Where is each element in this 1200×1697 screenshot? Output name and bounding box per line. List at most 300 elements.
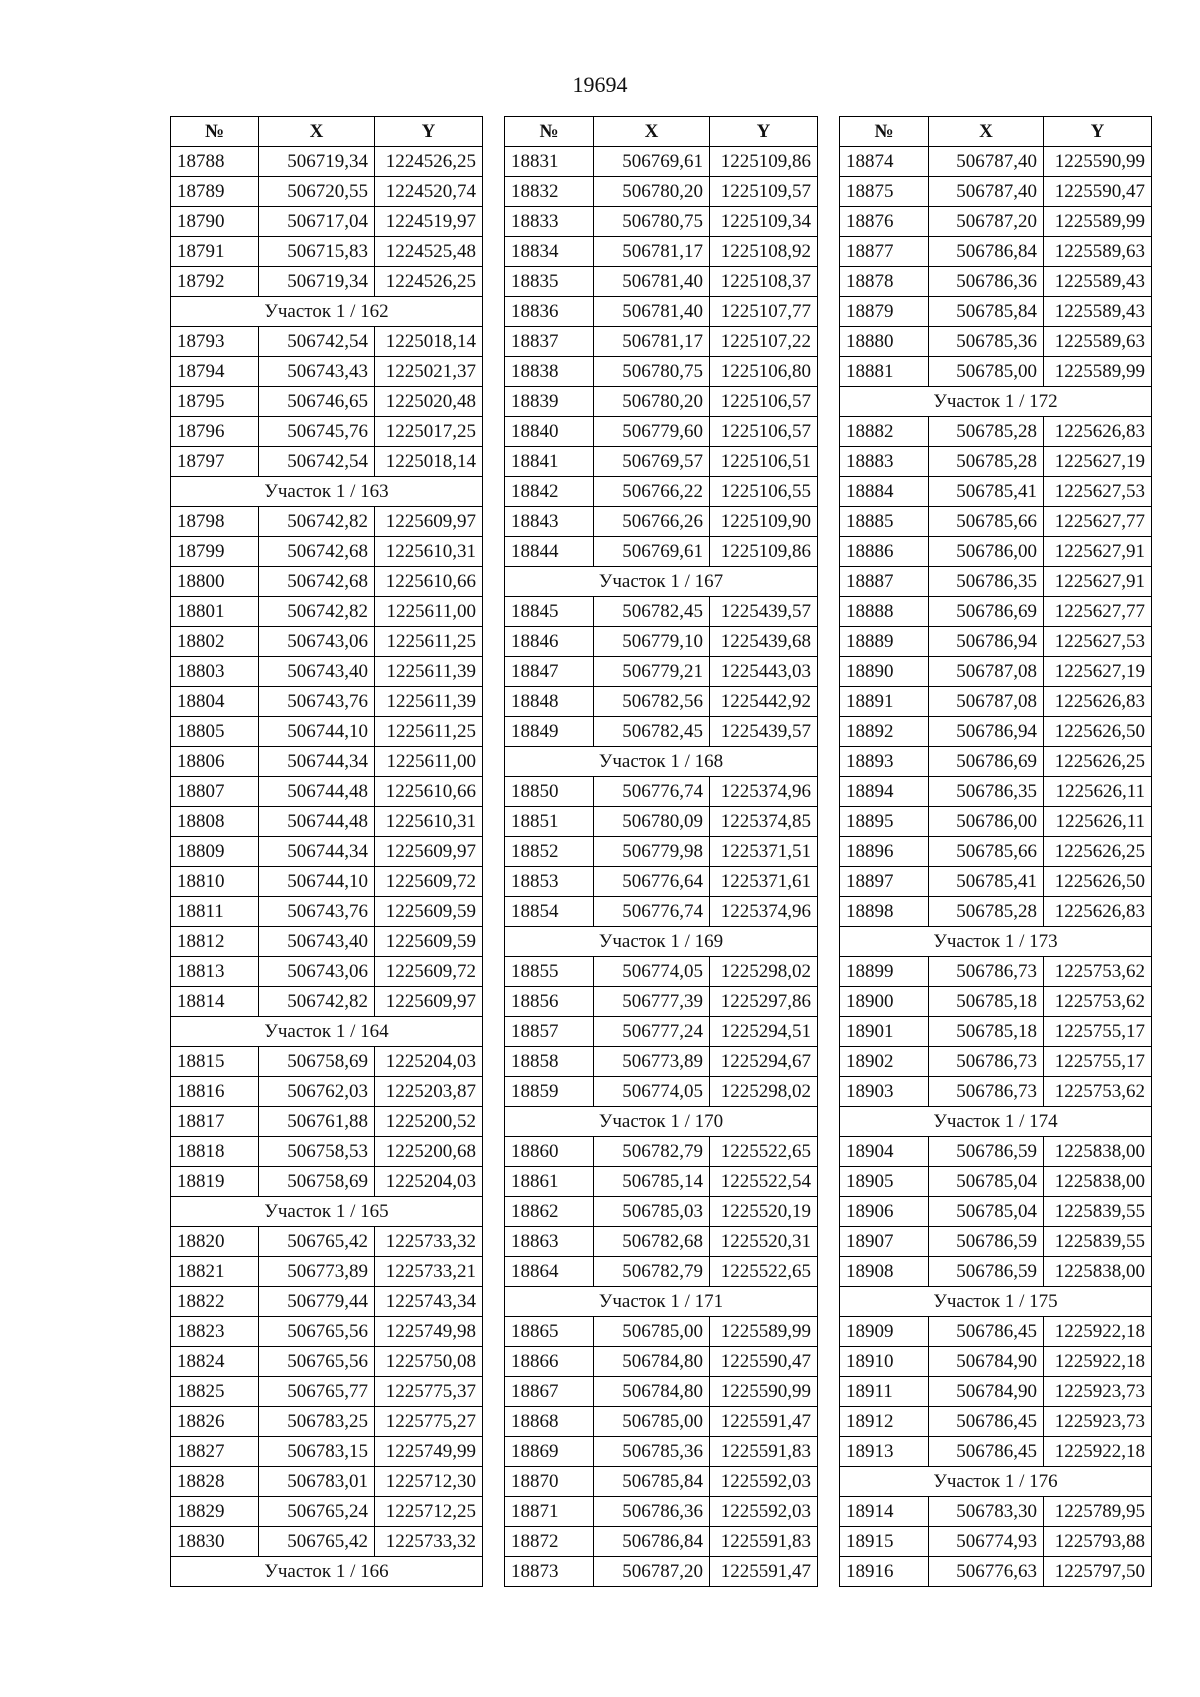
x-coordinate: 506785,18 bbox=[929, 1017, 1044, 1047]
table-row bbox=[505, 1407, 818, 1437]
section-label: Участок 1 / 172 bbox=[840, 387, 1152, 417]
y-coordinate: 1225108,37 bbox=[710, 267, 818, 297]
table-row bbox=[505, 387, 818, 417]
y-coordinate: 1225626,25 bbox=[1044, 837, 1152, 867]
x-coordinate: 506719,34 bbox=[259, 147, 375, 177]
point-number: 18905 bbox=[840, 1167, 929, 1197]
table-row bbox=[505, 807, 818, 837]
x-coordinate: 506743,43 bbox=[259, 357, 375, 387]
x-coordinate: 506779,21 bbox=[594, 657, 710, 687]
point-number: 18819 bbox=[171, 1167, 259, 1197]
y-coordinate: 1225627,91 bbox=[1044, 537, 1152, 567]
y-coordinate: 1225610,31 bbox=[375, 537, 483, 567]
point-number: 18791 bbox=[171, 237, 259, 267]
table-row bbox=[171, 1497, 483, 1527]
y-coordinate: 1225611,00 bbox=[375, 747, 483, 777]
coordinate-table bbox=[170, 116, 483, 1587]
table-row bbox=[840, 507, 1152, 537]
section-row bbox=[840, 927, 1152, 957]
x-coordinate: 506787,40 bbox=[929, 177, 1044, 207]
section-label: Участок 1 / 162 bbox=[171, 297, 483, 327]
point-number: 18874 bbox=[840, 147, 929, 177]
x-coordinate: 506744,10 bbox=[259, 717, 375, 747]
section-row bbox=[171, 1197, 483, 1227]
point-number: 18880 bbox=[840, 327, 929, 357]
point-number: 18795 bbox=[171, 387, 259, 417]
point-number: 18841 bbox=[505, 447, 594, 477]
table-row bbox=[171, 1257, 483, 1287]
table-row bbox=[840, 867, 1152, 897]
table-row bbox=[505, 1527, 818, 1557]
point-number: 18871 bbox=[505, 1497, 594, 1527]
point-number: 18878 bbox=[840, 267, 929, 297]
x-coordinate: 506781,17 bbox=[594, 327, 710, 357]
table-row bbox=[840, 477, 1152, 507]
section-row bbox=[840, 1107, 1152, 1137]
point-number: 18821 bbox=[171, 1257, 259, 1287]
point-number: 18827 bbox=[171, 1437, 259, 1467]
y-coordinate: 1225591,83 bbox=[710, 1527, 818, 1557]
point-number: 18789 bbox=[171, 177, 259, 207]
table-row bbox=[171, 597, 483, 627]
section-row bbox=[840, 387, 1152, 417]
table-row bbox=[840, 1017, 1152, 1047]
table-row bbox=[505, 867, 818, 897]
table-row bbox=[505, 627, 818, 657]
x-coordinate: 506785,28 bbox=[929, 417, 1044, 447]
x-coordinate: 506786,73 bbox=[929, 1047, 1044, 1077]
y-coordinate: 1225922,18 bbox=[1044, 1347, 1152, 1377]
table-row bbox=[505, 177, 818, 207]
x-coordinate: 506787,08 bbox=[929, 687, 1044, 717]
y-coordinate: 1225109,90 bbox=[710, 507, 818, 537]
table-row bbox=[171, 447, 483, 477]
table-row bbox=[171, 1407, 483, 1437]
table-row bbox=[505, 597, 818, 627]
table-row bbox=[840, 1167, 1152, 1197]
y-coordinate: 1225712,25 bbox=[375, 1497, 483, 1527]
x-coordinate: 506785,84 bbox=[594, 1467, 710, 1497]
x-coordinate: 506786,36 bbox=[594, 1497, 710, 1527]
x-coordinate: 506781,17 bbox=[594, 237, 710, 267]
table-row bbox=[171, 237, 483, 267]
point-number: 18847 bbox=[505, 657, 594, 687]
y-coordinate: 1225107,77 bbox=[710, 297, 818, 327]
y-coordinate: 1225789,95 bbox=[1044, 1497, 1152, 1527]
y-coordinate: 1225592,03 bbox=[710, 1497, 818, 1527]
table-row bbox=[171, 957, 483, 987]
x-coordinate: 506743,40 bbox=[259, 657, 375, 687]
table-row bbox=[171, 177, 483, 207]
y-coordinate: 1225626,25 bbox=[1044, 747, 1152, 777]
point-number: 18881 bbox=[840, 357, 929, 387]
point-number: 18849 bbox=[505, 717, 594, 747]
point-number: 18901 bbox=[840, 1017, 929, 1047]
x-coordinate: 506745,76 bbox=[259, 417, 375, 447]
y-coordinate: 1224519,97 bbox=[375, 207, 483, 237]
x-coordinate: 506776,74 bbox=[594, 897, 710, 927]
y-coordinate: 1225109,86 bbox=[710, 147, 818, 177]
x-coordinate: 506742,82 bbox=[259, 507, 375, 537]
header-number: № bbox=[171, 117, 259, 147]
y-coordinate: 1225106,57 bbox=[710, 417, 818, 447]
table-row bbox=[505, 447, 818, 477]
y-coordinate: 1225753,62 bbox=[1044, 987, 1152, 1017]
point-number: 18872 bbox=[505, 1527, 594, 1557]
table-row bbox=[505, 1197, 818, 1227]
x-coordinate: 506785,04 bbox=[929, 1167, 1044, 1197]
x-coordinate: 506784,80 bbox=[594, 1347, 710, 1377]
point-number: 18793 bbox=[171, 327, 259, 357]
point-number: 18813 bbox=[171, 957, 259, 987]
table-row bbox=[171, 867, 483, 897]
table-row bbox=[505, 957, 818, 987]
point-number: 18844 bbox=[505, 537, 594, 567]
point-number: 18882 bbox=[840, 417, 929, 447]
point-number: 18868 bbox=[505, 1407, 594, 1437]
point-number: 18865 bbox=[505, 1317, 594, 1347]
x-coordinate: 506785,18 bbox=[929, 987, 1044, 1017]
point-number: 18850 bbox=[505, 777, 594, 807]
y-coordinate: 1225750,08 bbox=[375, 1347, 483, 1377]
x-coordinate: 506782,79 bbox=[594, 1137, 710, 1167]
y-coordinate: 1225442,92 bbox=[710, 687, 818, 717]
y-coordinate: 1225520,19 bbox=[710, 1197, 818, 1227]
table-row bbox=[171, 807, 483, 837]
x-coordinate: 506779,98 bbox=[594, 837, 710, 867]
x-coordinate: 506786,59 bbox=[929, 1227, 1044, 1257]
x-coordinate: 506742,82 bbox=[259, 597, 375, 627]
section-row bbox=[505, 1107, 818, 1137]
x-coordinate: 506742,54 bbox=[259, 327, 375, 357]
y-coordinate: 1225522,65 bbox=[710, 1137, 818, 1167]
y-coordinate: 1225203,87 bbox=[375, 1077, 483, 1107]
header-y: Y bbox=[710, 117, 818, 147]
y-coordinate: 1225106,55 bbox=[710, 477, 818, 507]
y-coordinate: 1225018,14 bbox=[375, 447, 483, 477]
y-coordinate: 1225200,68 bbox=[375, 1137, 483, 1167]
point-number: 18893 bbox=[840, 747, 929, 777]
section-row bbox=[171, 1017, 483, 1047]
x-coordinate: 506743,06 bbox=[259, 627, 375, 657]
x-coordinate: 506782,79 bbox=[594, 1257, 710, 1287]
table-row bbox=[505, 1467, 818, 1497]
point-number: 18794 bbox=[171, 357, 259, 387]
y-coordinate: 1225017,25 bbox=[375, 417, 483, 447]
x-coordinate: 506762,03 bbox=[259, 1077, 375, 1107]
point-number: 18909 bbox=[840, 1317, 929, 1347]
y-coordinate: 1225590,47 bbox=[1044, 177, 1152, 207]
point-number: 18877 bbox=[840, 237, 929, 267]
table-row bbox=[505, 477, 818, 507]
x-coordinate: 506779,44 bbox=[259, 1287, 375, 1317]
header-x: X bbox=[594, 117, 710, 147]
table-row bbox=[505, 1377, 818, 1407]
x-coordinate: 506785,84 bbox=[929, 297, 1044, 327]
table-row bbox=[505, 537, 818, 567]
x-coordinate: 506742,54 bbox=[259, 447, 375, 477]
table-row bbox=[840, 687, 1152, 717]
x-coordinate: 506765,24 bbox=[259, 1497, 375, 1527]
point-number: 18904 bbox=[840, 1137, 929, 1167]
x-coordinate: 506780,75 bbox=[594, 207, 710, 237]
point-number: 18826 bbox=[171, 1407, 259, 1437]
point-number: 18856 bbox=[505, 987, 594, 1017]
y-coordinate: 1225627,19 bbox=[1044, 447, 1152, 477]
point-number: 18811 bbox=[171, 897, 259, 927]
table-row bbox=[840, 657, 1152, 687]
y-coordinate: 1225106,80 bbox=[710, 357, 818, 387]
header-y: Y bbox=[1044, 117, 1152, 147]
x-coordinate: 506786,35 bbox=[929, 777, 1044, 807]
x-coordinate: 506785,28 bbox=[929, 897, 1044, 927]
point-number: 18829 bbox=[171, 1497, 259, 1527]
x-coordinate: 506780,09 bbox=[594, 807, 710, 837]
x-coordinate: 506766,22 bbox=[594, 477, 710, 507]
point-number: 18860 bbox=[505, 1137, 594, 1167]
y-coordinate: 1225204,03 bbox=[375, 1167, 483, 1197]
header-x: X bbox=[929, 117, 1044, 147]
table-row bbox=[171, 657, 483, 687]
table-row bbox=[840, 1437, 1152, 1467]
point-number: 18912 bbox=[840, 1407, 929, 1437]
table-row bbox=[171, 1227, 483, 1257]
table-row bbox=[171, 837, 483, 867]
y-coordinate: 1225020,48 bbox=[375, 387, 483, 417]
y-coordinate: 1225793,88 bbox=[1044, 1527, 1152, 1557]
section-row bbox=[505, 1287, 818, 1317]
table-row bbox=[840, 1347, 1152, 1377]
x-coordinate: 506744,48 bbox=[259, 777, 375, 807]
x-coordinate: 506782,68 bbox=[594, 1227, 710, 1257]
point-number: 18908 bbox=[840, 1257, 929, 1287]
y-coordinate: 1225610,31 bbox=[375, 807, 483, 837]
point-number: 18896 bbox=[840, 837, 929, 867]
table-row bbox=[505, 1077, 818, 1107]
point-number: 18889 bbox=[840, 627, 929, 657]
point-number: 18885 bbox=[840, 507, 929, 537]
x-coordinate: 506786,94 bbox=[929, 627, 1044, 657]
point-number: 18799 bbox=[171, 537, 259, 567]
point-number: 18875 bbox=[840, 177, 929, 207]
table-row bbox=[840, 1527, 1152, 1557]
x-coordinate: 506765,42 bbox=[259, 1527, 375, 1557]
y-coordinate: 1225733,32 bbox=[375, 1527, 483, 1557]
y-coordinate: 1225609,59 bbox=[375, 927, 483, 957]
table-row bbox=[171, 1287, 483, 1317]
point-number: 18790 bbox=[171, 207, 259, 237]
x-coordinate: 506780,75 bbox=[594, 357, 710, 387]
x-coordinate: 506743,06 bbox=[259, 957, 375, 987]
table-row bbox=[171, 1467, 483, 1497]
y-coordinate: 1225753,62 bbox=[1044, 1077, 1152, 1107]
point-number: 18891 bbox=[840, 687, 929, 717]
point-number: 18823 bbox=[171, 1317, 259, 1347]
point-number: 18797 bbox=[171, 447, 259, 477]
x-coordinate: 506717,04 bbox=[259, 207, 375, 237]
point-number: 18851 bbox=[505, 807, 594, 837]
y-coordinate: 1225200,52 bbox=[375, 1107, 483, 1137]
y-coordinate: 1225749,99 bbox=[375, 1437, 483, 1467]
table-row bbox=[840, 297, 1152, 327]
table-row bbox=[840, 1407, 1152, 1437]
header-y: Y bbox=[375, 117, 483, 147]
point-number: 18886 bbox=[840, 537, 929, 567]
y-coordinate: 1225755,17 bbox=[1044, 1017, 1152, 1047]
x-coordinate: 506785,66 bbox=[929, 837, 1044, 867]
table-row bbox=[171, 327, 483, 357]
section-row bbox=[171, 297, 483, 327]
point-number: 18818 bbox=[171, 1137, 259, 1167]
y-coordinate: 1225775,27 bbox=[375, 1407, 483, 1437]
table-row bbox=[840, 147, 1152, 177]
table-row bbox=[840, 807, 1152, 837]
point-number: 18876 bbox=[840, 207, 929, 237]
x-coordinate: 506785,04 bbox=[929, 1197, 1044, 1227]
point-number: 18805 bbox=[171, 717, 259, 747]
header-row bbox=[171, 117, 483, 147]
x-coordinate: 506784,90 bbox=[929, 1347, 1044, 1377]
table-row bbox=[840, 1317, 1152, 1347]
table-row bbox=[840, 267, 1152, 297]
x-coordinate: 506786,69 bbox=[929, 747, 1044, 777]
section-row bbox=[171, 477, 483, 507]
table-row bbox=[171, 537, 483, 567]
point-number: 18902 bbox=[840, 1047, 929, 1077]
table-row bbox=[171, 1077, 483, 1107]
table-row bbox=[840, 1227, 1152, 1257]
table-row bbox=[505, 777, 818, 807]
x-coordinate: 506779,10 bbox=[594, 627, 710, 657]
x-coordinate: 506783,15 bbox=[259, 1437, 375, 1467]
section-label: Участок 1 / 163 bbox=[171, 477, 483, 507]
y-coordinate: 1225611,39 bbox=[375, 687, 483, 717]
y-coordinate: 1225589,99 bbox=[1044, 357, 1152, 387]
point-number: 18830 bbox=[171, 1527, 259, 1557]
y-coordinate: 1225627,53 bbox=[1044, 627, 1152, 657]
point-number: 18867 bbox=[505, 1377, 594, 1407]
table-row bbox=[171, 207, 483, 237]
x-coordinate: 506776,74 bbox=[594, 777, 710, 807]
y-coordinate: 1225374,96 bbox=[710, 897, 818, 927]
x-coordinate: 506785,00 bbox=[929, 357, 1044, 387]
point-number: 18857 bbox=[505, 1017, 594, 1047]
x-coordinate: 506783,30 bbox=[929, 1497, 1044, 1527]
point-number: 18798 bbox=[171, 507, 259, 537]
point-number: 18899 bbox=[840, 957, 929, 987]
coordinate-table bbox=[504, 116, 818, 1587]
x-coordinate: 506742,82 bbox=[259, 987, 375, 1017]
point-number: 18835 bbox=[505, 267, 594, 297]
table-row bbox=[171, 507, 483, 537]
y-coordinate: 1225626,11 bbox=[1044, 807, 1152, 837]
y-coordinate: 1225592,03 bbox=[710, 1467, 818, 1497]
point-number: 18884 bbox=[840, 477, 929, 507]
point-number: 18802 bbox=[171, 627, 259, 657]
y-coordinate: 1225712,30 bbox=[375, 1467, 483, 1497]
point-number: 18883 bbox=[840, 447, 929, 477]
table-row bbox=[505, 687, 818, 717]
point-number: 18817 bbox=[171, 1107, 259, 1137]
y-coordinate: 1225627,77 bbox=[1044, 507, 1152, 537]
table-row bbox=[840, 837, 1152, 867]
table-row bbox=[505, 1437, 818, 1467]
y-coordinate: 1225627,53 bbox=[1044, 477, 1152, 507]
section-label: Участок 1 / 165 bbox=[171, 1197, 483, 1227]
table-row bbox=[505, 717, 818, 747]
table-row bbox=[840, 327, 1152, 357]
table-row bbox=[505, 1257, 818, 1287]
table-row bbox=[840, 957, 1152, 987]
x-coordinate: 506785,41 bbox=[929, 867, 1044, 897]
x-coordinate: 506744,48 bbox=[259, 807, 375, 837]
x-coordinate: 506786,84 bbox=[929, 237, 1044, 267]
x-coordinate: 506779,60 bbox=[594, 417, 710, 447]
table-row bbox=[840, 357, 1152, 387]
x-coordinate: 506786,00 bbox=[929, 807, 1044, 837]
y-coordinate: 1225106,51 bbox=[710, 447, 818, 477]
x-coordinate: 506784,80 bbox=[594, 1377, 710, 1407]
y-coordinate: 1225626,83 bbox=[1044, 687, 1152, 717]
table-row bbox=[505, 897, 818, 927]
y-coordinate: 1225522,54 bbox=[710, 1167, 818, 1197]
table-row bbox=[840, 1047, 1152, 1077]
point-number: 18814 bbox=[171, 987, 259, 1017]
table-row bbox=[505, 1047, 818, 1077]
point-number: 18852 bbox=[505, 837, 594, 867]
x-coordinate: 506744,34 bbox=[259, 837, 375, 867]
point-number: 18907 bbox=[840, 1227, 929, 1257]
x-coordinate: 506785,00 bbox=[594, 1407, 710, 1437]
table-row bbox=[840, 1137, 1152, 1167]
point-number: 18832 bbox=[505, 177, 594, 207]
x-coordinate: 506774,05 bbox=[594, 957, 710, 987]
x-coordinate: 506743,40 bbox=[259, 927, 375, 957]
table-row bbox=[171, 1107, 483, 1137]
point-number: 18833 bbox=[505, 207, 594, 237]
y-coordinate: 1225589,63 bbox=[1044, 237, 1152, 267]
y-coordinate: 1225611,25 bbox=[375, 717, 483, 747]
y-coordinate: 1225733,21 bbox=[375, 1257, 483, 1287]
x-coordinate: 506786,45 bbox=[929, 1317, 1044, 1347]
x-coordinate: 506786,59 bbox=[929, 1257, 1044, 1287]
x-coordinate: 506787,20 bbox=[929, 207, 1044, 237]
table-row bbox=[171, 1437, 483, 1467]
x-coordinate: 506782,56 bbox=[594, 687, 710, 717]
x-coordinate: 506719,34 bbox=[259, 267, 375, 297]
point-number: 18825 bbox=[171, 1377, 259, 1407]
table-row bbox=[505, 147, 818, 177]
y-coordinate: 1225610,66 bbox=[375, 567, 483, 597]
point-number: 18866 bbox=[505, 1347, 594, 1377]
table-row bbox=[840, 717, 1152, 747]
y-coordinate: 1225021,37 bbox=[375, 357, 483, 387]
y-coordinate: 1225922,18 bbox=[1044, 1437, 1152, 1467]
x-coordinate: 506786,73 bbox=[929, 1077, 1044, 1107]
y-coordinate: 1224526,25 bbox=[375, 147, 483, 177]
y-coordinate: 1225371,61 bbox=[710, 867, 818, 897]
y-coordinate: 1225590,47 bbox=[710, 1347, 818, 1377]
y-coordinate: 1225775,37 bbox=[375, 1377, 483, 1407]
y-coordinate: 1225839,55 bbox=[1044, 1197, 1152, 1227]
y-coordinate: 1225838,00 bbox=[1044, 1167, 1152, 1197]
x-coordinate: 506782,45 bbox=[594, 717, 710, 747]
y-coordinate: 1225609,59 bbox=[375, 897, 483, 927]
point-number: 18840 bbox=[505, 417, 594, 447]
y-coordinate: 1225755,17 bbox=[1044, 1047, 1152, 1077]
point-number: 18846 bbox=[505, 627, 594, 657]
point-number: 18855 bbox=[505, 957, 594, 987]
